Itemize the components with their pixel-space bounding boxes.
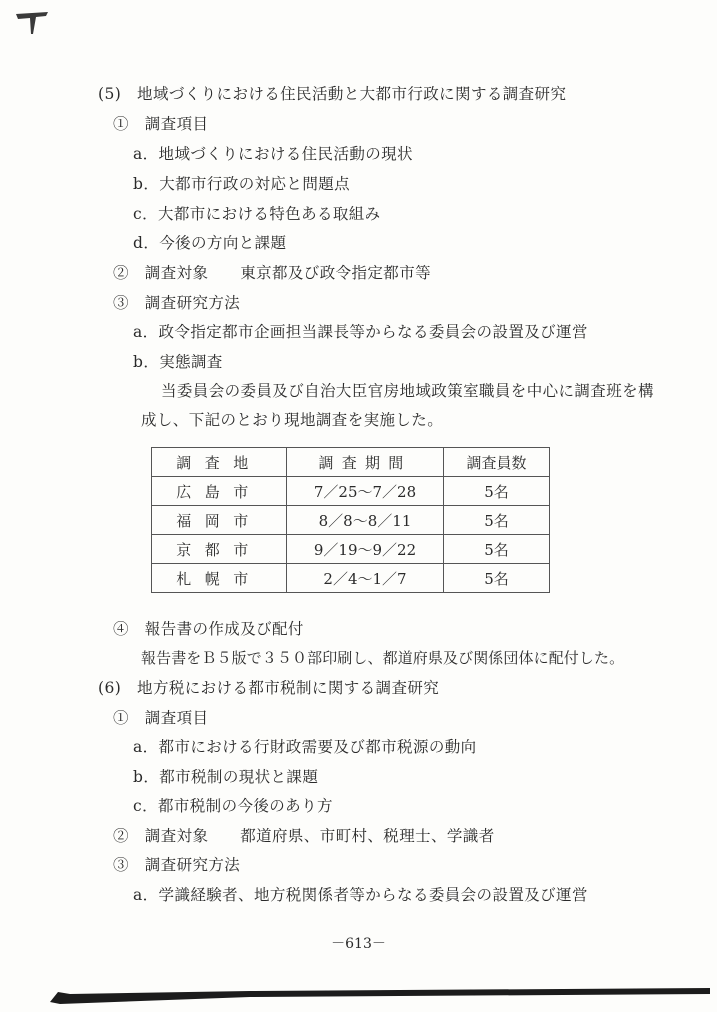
cell-period: 7／25～7／28 xyxy=(287,477,444,506)
cell-staff-count: 5名 xyxy=(444,477,550,506)
cell-staff-count: 5名 xyxy=(444,506,550,535)
header-location: 調査地 xyxy=(152,448,287,477)
s5-paragraph-line-1: 当委員会の委員及び自治大臣官房地域政策室職員を中心に調査班を構 xyxy=(161,382,654,400)
s5-item3-a: a．政令指定都市企画担当課長等からなる委員会の設置及び運営 xyxy=(133,323,588,341)
cell-staff-count: 5名 xyxy=(444,564,550,593)
table-row xyxy=(152,564,550,593)
cell-location: 広島市 xyxy=(152,477,287,506)
s5-item4-text: 報告書をＢ５版で３５０部印刷し、都道府県及び関係団体に配付した。 xyxy=(141,649,625,667)
cell-period: 2／4～1／7 xyxy=(287,564,444,593)
s5-item4-label: ④ 報告書の作成及び配付 xyxy=(113,620,304,638)
s6-item1-line-c: c．都市税制の今後のあり方 xyxy=(133,797,333,815)
cell-period: 8／8～8／11 xyxy=(287,506,444,535)
header-staff-count: 調査員数 xyxy=(444,448,550,477)
section-6-heading: (6) 地方税における都市税制に関する調査研究 xyxy=(98,679,440,697)
s6-item1-line-b: b．都市税制の現状と課題 xyxy=(133,768,319,786)
s5-item1-line-b: b．大都市行政の対応と問題点 xyxy=(133,175,351,193)
s5-item1-line-a: a．地域づくりにおける住民活動の現状 xyxy=(133,145,413,163)
staple-mark xyxy=(14,8,54,38)
table-header-row xyxy=(152,448,550,477)
s6-item1-label: ① 調査項目 xyxy=(113,709,209,727)
cell-location: 京都市 xyxy=(152,535,287,564)
s5-item3-label: ③ 調査研究方法 xyxy=(113,294,241,312)
table-row xyxy=(152,535,550,564)
cell-period: 9／19～9／22 xyxy=(287,535,444,564)
cell-location: 札幌市 xyxy=(152,564,287,593)
page-number: －613－ xyxy=(331,936,386,952)
s5-item3-b: b．実態調査 xyxy=(133,353,223,371)
cell-location: 福岡市 xyxy=(152,506,287,535)
s6-item3-a: a．学識経験者、地方税関係者等からなる委員会の設置及び運営 xyxy=(133,886,588,904)
s5-item1-line-d: d．今後の方向と課題 xyxy=(133,234,287,252)
section-5-heading: (5) 地域づくりにおける住民活動と大都市行政に関する調査研究 xyxy=(98,85,567,103)
cell-staff-count: 5名 xyxy=(444,535,550,564)
header-period: 調査期間 xyxy=(287,448,444,477)
s5-item1-line-c: c．大都市における特色ある取組み xyxy=(133,205,381,223)
s6-item1-line-a: a．都市における行財政需要及び都市税源の動向 xyxy=(133,738,477,756)
table-row xyxy=(152,506,550,535)
table-row xyxy=(152,477,550,506)
s5-item1-label: ① 調査項目 xyxy=(113,115,209,133)
s6-item3-label: ③ 調査研究方法 xyxy=(113,856,241,874)
s5-paragraph-line-2: 成し、下記のとおり現地調査を実施した。 xyxy=(141,411,444,429)
s6-item2: ② 調査対象 都道府県、市町村、税理士、学識者 xyxy=(113,827,495,845)
s5-item2: ② 調査対象 東京都及び政令指定都市等 xyxy=(113,264,432,282)
scan-edge-line xyxy=(50,984,710,1010)
survey-table xyxy=(151,447,550,593)
